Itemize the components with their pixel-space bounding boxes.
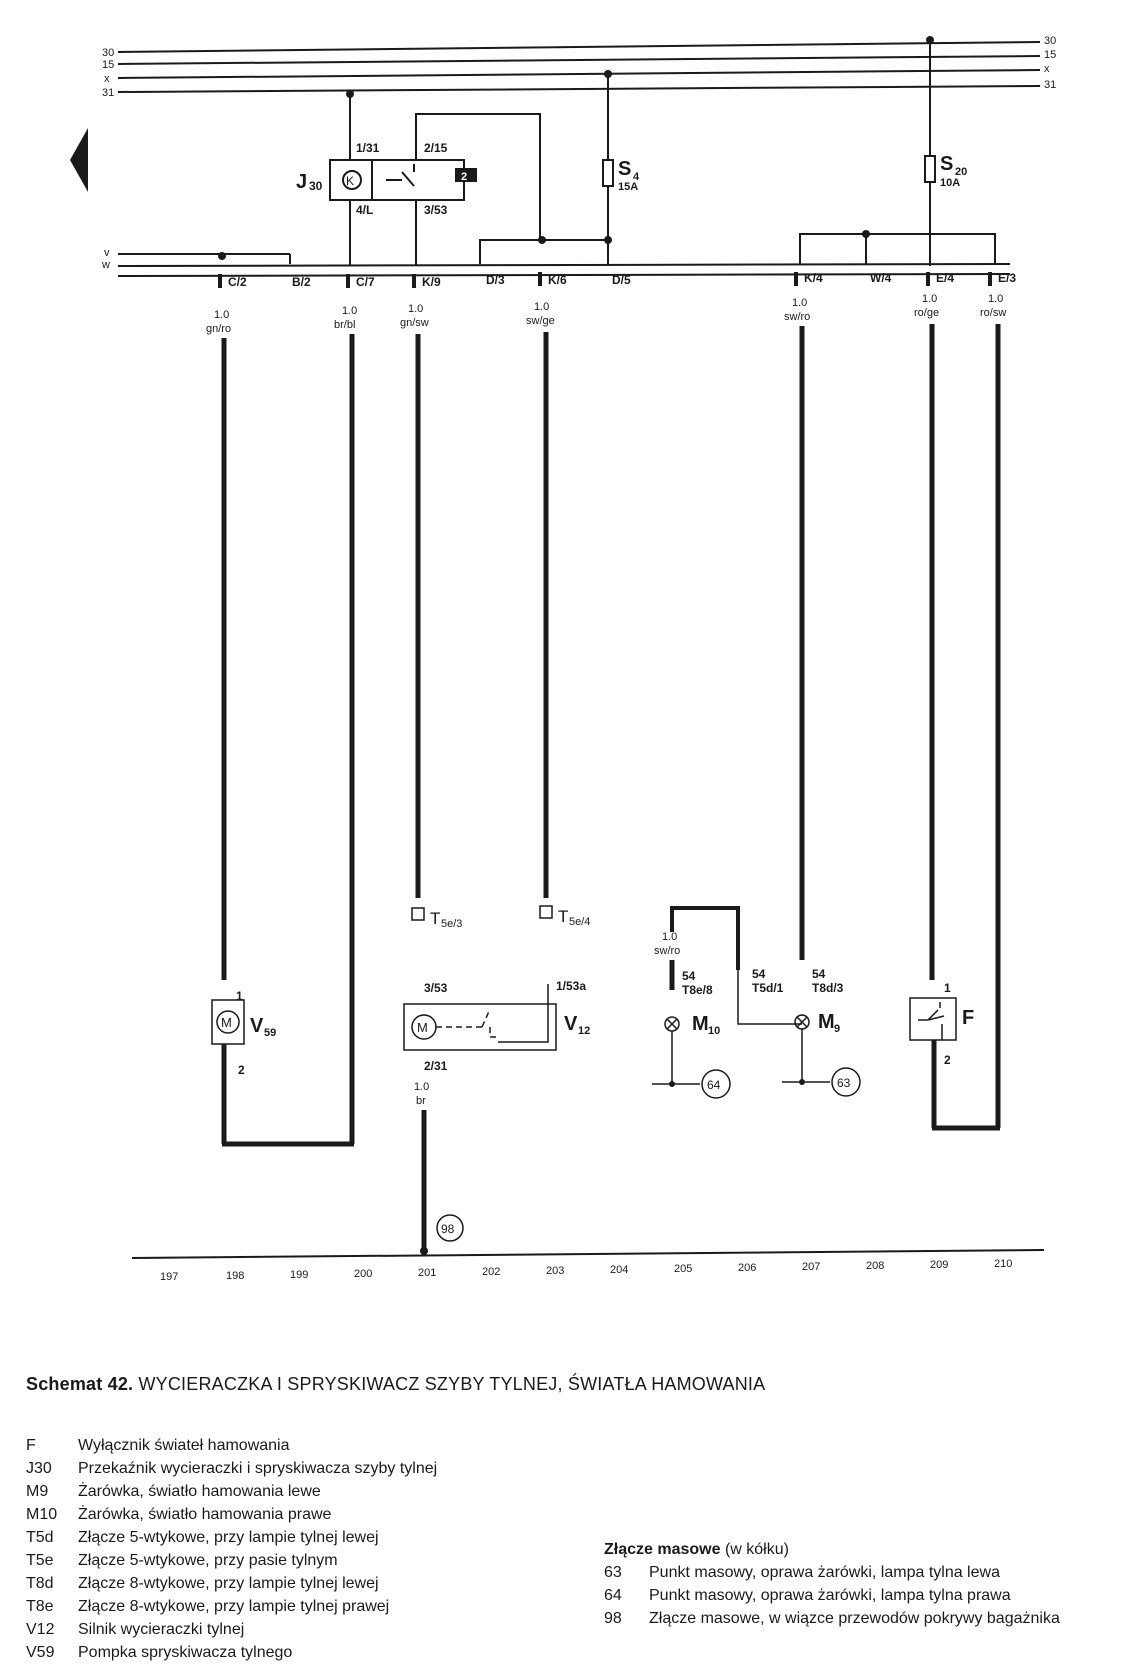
relay-coil-icon: K [346, 174, 355, 188]
caption-title: WYCIERACZKA I SPRYSKIWACZ SZYBY TYLNEJ, ŚWIATŁA HAMOWANIA [133, 1374, 766, 1394]
connector-e4: E/4 [936, 271, 955, 285]
bus-label-31: 31 [102, 87, 115, 99]
v12-sub: 12 [578, 1025, 591, 1037]
component-m9 [782, 967, 860, 1096]
wire-4-color: sw/ge [526, 315, 555, 327]
wire-8-color: sw/ro [654, 945, 681, 957]
svg-text:2: 2 [461, 171, 468, 183]
track-203: 203 [546, 1265, 565, 1277]
wire-7-size: 1.0 [988, 293, 1004, 305]
wire-9-size: 1.0 [414, 1081, 430, 1093]
fuse-s4-sub: 4 [633, 171, 640, 183]
fuse-s20-name: S [940, 153, 954, 175]
ground-98-label: 98 [441, 1222, 455, 1236]
ground-legend-title: Złącze masowe (w kółku) [604, 1541, 789, 1558]
side-bus-label-v: v [104, 247, 110, 259]
wire-5-size: 1.0 [792, 297, 808, 309]
vertical-wires [224, 324, 998, 1144]
m10-plug: T8e/8 [682, 983, 713, 997]
v59-pin-1: 1 [236, 989, 243, 1003]
wire-2-color: br/bl [334, 319, 356, 331]
connector-d5: D/5 [612, 273, 631, 287]
wire-labels [206, 293, 1006, 335]
fuse-s20-sub: 20 [955, 166, 968, 178]
v12-pin-153a: 1/53a [556, 979, 587, 993]
bus-label-x: x [104, 73, 110, 85]
ground-63-label: 63 [837, 1076, 851, 1090]
relay-pin-3: 3/53 [424, 203, 448, 217]
component-legend [26, 1434, 437, 1664]
track-204: 204 [610, 1264, 629, 1276]
ground-legend-item: 63 Punkt masowy, oprawa żarówki, lampa tylna lewa [604, 1564, 1000, 1581]
track-209: 209 [930, 1259, 949, 1271]
v59-sub: 59 [264, 1027, 277, 1039]
wire-9-color: br [416, 1095, 426, 1107]
wire-6-size: 1.0 [922, 293, 938, 305]
connector-b2: B/2 [292, 275, 311, 289]
bus-label-right-31: 31 [1044, 79, 1057, 91]
svg-text:M: M [417, 1020, 428, 1035]
caption-number: Schemat 42. [26, 1374, 134, 1394]
t5d-pin: 54 [752, 967, 766, 981]
connector-t5d [738, 967, 802, 1024]
m10-name: M [692, 1013, 709, 1035]
ground-64-label: 64 [707, 1078, 721, 1092]
connector-k6: K/6 [548, 273, 567, 287]
connector-e3: E/3 [998, 271, 1017, 285]
legend-item: T5d Złącze 5-wtykowe, przy lampie tylnej lewej [26, 1529, 379, 1546]
relay-pin-4: 4/L [356, 203, 374, 217]
component-v59 [212, 989, 354, 1144]
plug-t5e-3-sub: 5e/3 [441, 918, 463, 930]
plug-t5e-4-name: T [558, 907, 569, 926]
v59-name: V [250, 1015, 264, 1037]
connector-c2: C/2 [228, 275, 247, 289]
connector-w4: W/4 [870, 271, 892, 285]
ground-legend-item: 98 Złącze masowe, w wiązce przewodów pokrywy bagażnika [604, 1610, 1060, 1627]
fuse-s20 [800, 40, 995, 266]
legend-item: T8d Złącze 8-wtykowe, przy lampie tylnej lewej [26, 1575, 379, 1592]
bus-label-right-30: 30 [1044, 35, 1057, 47]
track-206: 206 [738, 1262, 757, 1274]
track-207: 207 [802, 1261, 821, 1273]
wire-1-color: gn/ro [206, 323, 232, 335]
wire-5-color: sw/ro [784, 311, 811, 323]
legend-item: V12 Silnik wycieraczki tylnej [26, 1621, 245, 1638]
track-198: 198 [226, 1270, 245, 1282]
svg-text:M: M [221, 1015, 232, 1030]
track-numbers [160, 1258, 1012, 1283]
m10-pin: 54 [682, 969, 696, 983]
bus-label-30: 30 [102, 47, 115, 59]
plug-t5e-4-sub: 5e/4 [569, 916, 591, 928]
plug-t5e-4 [540, 906, 590, 928]
connector-k4: K/4 [804, 271, 823, 285]
relay-name: J [296, 171, 308, 193]
fuse-s4-name: S [618, 158, 632, 180]
f-pin-2: 2 [944, 1053, 951, 1067]
plug-t5e-3 [412, 908, 462, 930]
diagram-caption [26, 1374, 765, 1395]
track-208: 208 [866, 1260, 885, 1272]
legend-item: F Wyłącznik świateł hamowania [26, 1437, 290, 1454]
m10-sub: 10 [708, 1025, 721, 1037]
wire-8-size: 1.0 [662, 931, 678, 943]
fuse-s4 [480, 74, 640, 266]
fuse-s4-rating: 15A [618, 181, 639, 193]
track-205: 205 [674, 1263, 693, 1275]
f-pin-1: 1 [944, 981, 951, 995]
relay-pin-1: 1/31 [356, 141, 380, 155]
track-200: 200 [354, 1268, 373, 1280]
wire-3-size: 1.0 [408, 303, 424, 315]
v12-pin-231: 2/31 [424, 1059, 448, 1073]
wire-6-color: ro/ge [914, 307, 940, 319]
component-f [910, 981, 1000, 1128]
ground-legend [604, 1538, 1124, 1630]
connector-k9: K/9 [422, 275, 441, 289]
v12-name: V [564, 1013, 578, 1035]
legend-item: J30 Przekaźnik wycieraczki i spryskiwacza szyby tylnej [26, 1460, 438, 1477]
track-201: 201 [418, 1267, 437, 1279]
bus-label-right-15: 15 [1044, 49, 1057, 61]
v12-pin-353: 3/53 [424, 981, 448, 995]
m9-sub: 9 [834, 1023, 841, 1035]
fuse-s20-rating: 10A [940, 177, 961, 189]
power-bus [102, 35, 1056, 99]
m9-plug: T8d/3 [812, 981, 844, 995]
plug-t5e-3-name: T [430, 909, 441, 928]
component-v12 [404, 979, 590, 1250]
m9-pin: 54 [812, 967, 826, 981]
bus-label-right-x: x [1044, 63, 1050, 75]
track-210: 210 [994, 1258, 1013, 1270]
wire-4-size: 1.0 [534, 301, 550, 313]
bus-label-15: 15 [102, 59, 115, 71]
f-name: F [962, 1007, 975, 1029]
side-bus-label-w: w [102, 259, 110, 271]
v59-pin-2: 2 [238, 1063, 245, 1077]
legend-item: V59 Pompka spryskiwacza tylnego [26, 1644, 293, 1661]
t5d-plug: T5d/1 [752, 981, 784, 995]
track-199: 199 [290, 1269, 309, 1281]
track-197: 197 [160, 1271, 179, 1283]
legend-item: M9 Żarówka, światło hamowania lewe [26, 1483, 321, 1500]
relay-sub: 30 [309, 179, 323, 193]
track-202: 202 [482, 1266, 501, 1278]
connector-d3: D/3 [486, 273, 505, 287]
wire-1-size: 1.0 [214, 309, 230, 321]
m9-name: M [818, 1011, 835, 1033]
ground-legend-item: 64 Punkt masowy, oprawa żarówki, lampa tylna prawa [604, 1587, 1011, 1604]
ground-rail [132, 1215, 1044, 1258]
wire-3-color: gn/sw [400, 317, 429, 329]
legend-item: T5e Złącze 5-wtykowe, przy pasie tylnym [26, 1552, 338, 1569]
wire-2-size: 1.0 [342, 305, 358, 317]
relay-pin-2: 2/15 [424, 141, 448, 155]
component-m10 [652, 908, 738, 1098]
legend-item: M10 Żarówka, światło hamowania prawe [26, 1506, 332, 1523]
wire-7-color: ro/sw [980, 307, 1007, 319]
connector-c7: C/7 [356, 275, 375, 289]
legend-item: T8e Złącze 8-wtykowe, przy lampie tylnej prawej [26, 1598, 390, 1615]
